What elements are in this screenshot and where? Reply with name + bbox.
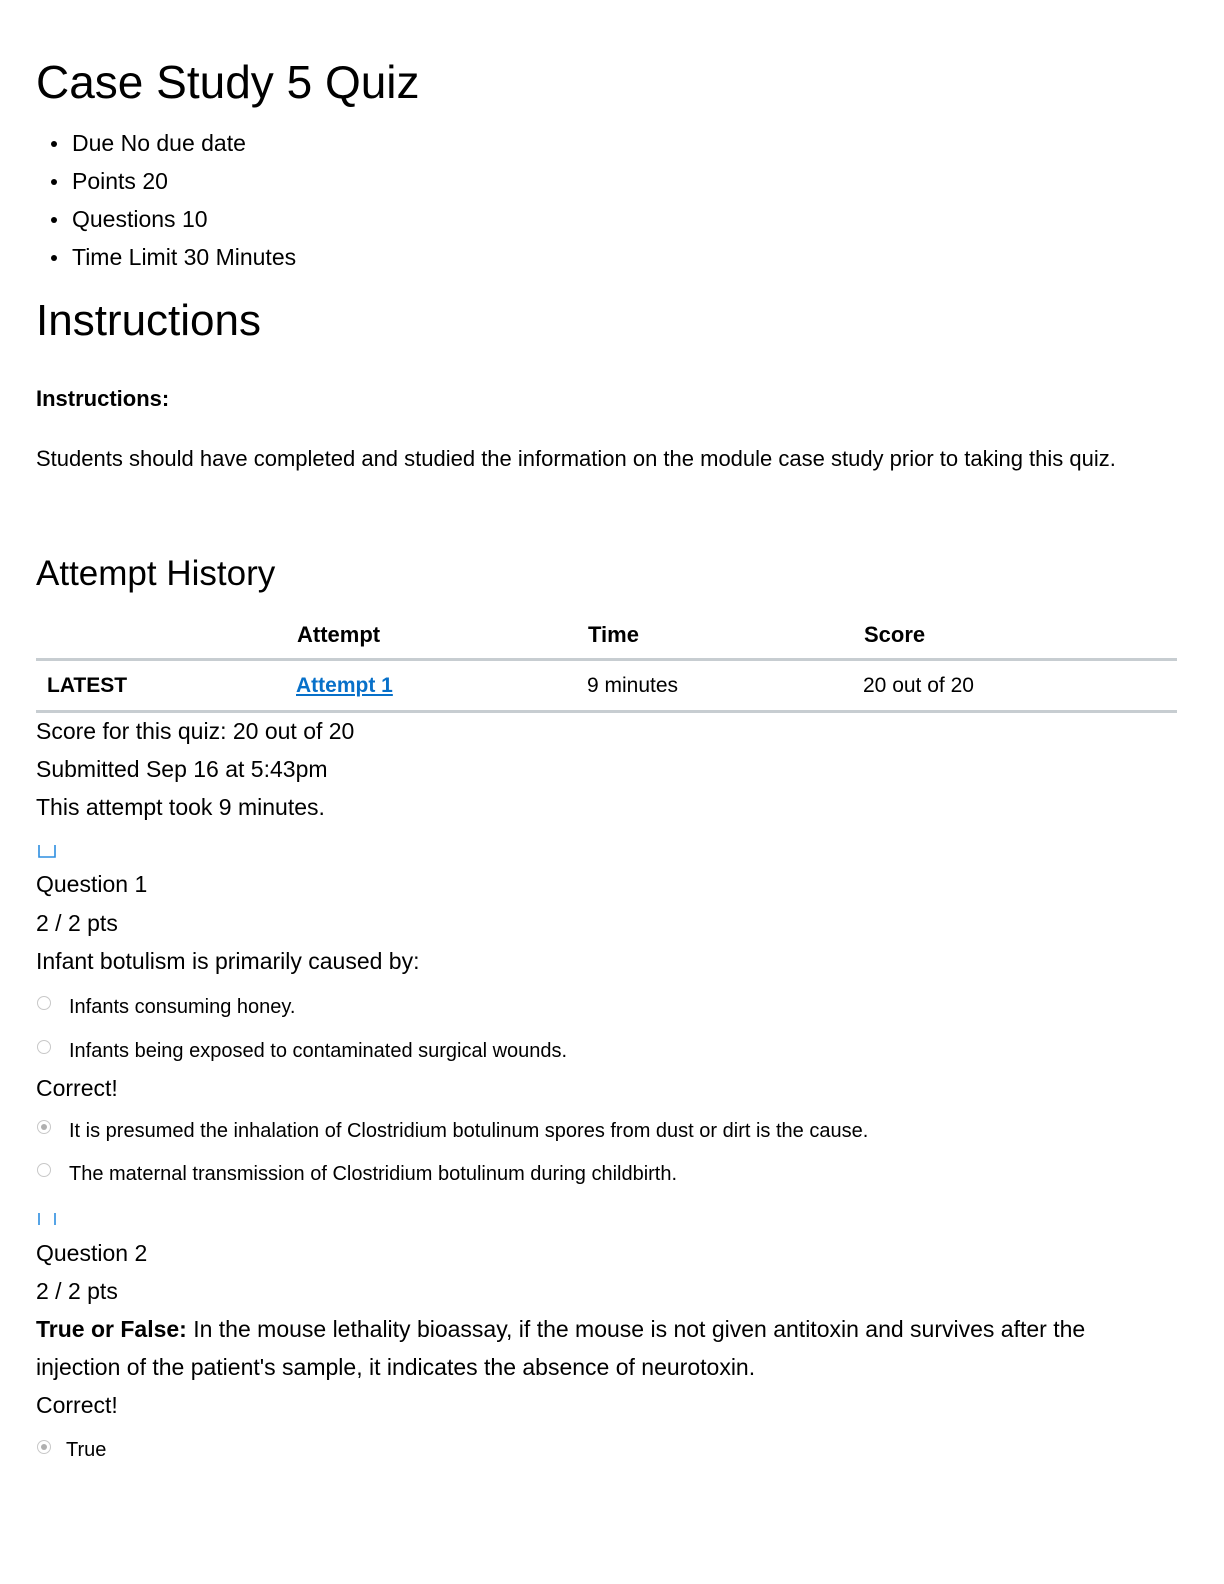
attempt-duration: This attempt took 9 minutes. (36, 794, 325, 820)
quiz-meta-list (36, 124, 296, 276)
column-header-score: Score (864, 622, 926, 647)
page-title: Case Study 5 Quiz (36, 56, 420, 108)
table-row-divider (36, 710, 1177, 713)
correct-label: Correct! (36, 1075, 118, 1101)
instructions-heading: Instructions (36, 296, 261, 345)
question-2-prompt-label: True or False: (36, 1316, 187, 1342)
quiz-score-summary: Score for this quiz: 20 out of 20 (36, 718, 355, 744)
answer-text: True (66, 1439, 107, 1461)
answer-text: The maternal transmission of Clostridium botulinum during childbirth. (69, 1163, 678, 1185)
question-2-points: 2 / 2 pts (36, 1278, 118, 1304)
latest-badge: LATEST (47, 674, 128, 697)
answer-radio-selected[interactable] (37, 1120, 51, 1134)
column-header-time: Time (588, 622, 639, 647)
attempt-time: 9 minutes (587, 674, 679, 697)
question-2-title: Question 2 (36, 1240, 148, 1266)
instructions-label: Instructions: (36, 386, 170, 411)
meta-time-limit: Time Limit 30 Minutes (36, 238, 296, 276)
question-flag-icon[interactable] (37, 1210, 57, 1233)
answer-text: Infants being exposed to contaminated surgical wounds. (69, 1040, 568, 1062)
answer-radio-selected[interactable] (37, 1440, 51, 1454)
table-header-divider (36, 658, 1177, 661)
instructions-text: Students should have completed and studied the information on the module case study prior to taking this quiz. (36, 446, 1116, 471)
meta-questions: Questions 10 (36, 200, 296, 238)
question-2-prompt-text: In the mouse lethality bioassay, if the mouse is not given antitoxin and survives after the injection of the patient's sample, it indicates the absence of neurotoxin. (36, 1316, 1086, 1380)
question-1-points: 2 / 2 pts (36, 910, 118, 936)
question-1-prompt: Infant botulism is primarily caused by: (36, 948, 420, 974)
submitted-timestamp: Submitted Sep 16 at 5:43pm (36, 756, 328, 782)
correct-label: Correct! (36, 1392, 118, 1418)
meta-points: Points 20 (36, 162, 296, 200)
column-header-attempt: Attempt (297, 622, 381, 647)
answer-radio[interactable] (37, 1040, 51, 1054)
answer-text: It is presumed the inhalation of Clostridium botulinum spores from dust or dirt is the cause. (69, 1120, 869, 1142)
answer-radio[interactable] (37, 996, 51, 1010)
attempt-history-heading: Attempt History (36, 554, 276, 593)
attempt-score: 20 out of 20 (863, 674, 974, 697)
attempt-1-link[interactable]: Attempt 1 (296, 674, 393, 697)
question-1-title: Question 1 (36, 871, 148, 897)
meta-due: Due No due date (36, 124, 296, 162)
answer-text: Infants consuming honey. (69, 996, 296, 1018)
question-2-prompt (36, 1310, 1166, 1386)
answer-radio[interactable] (37, 1163, 51, 1177)
question-flag-icon[interactable] (37, 842, 57, 865)
